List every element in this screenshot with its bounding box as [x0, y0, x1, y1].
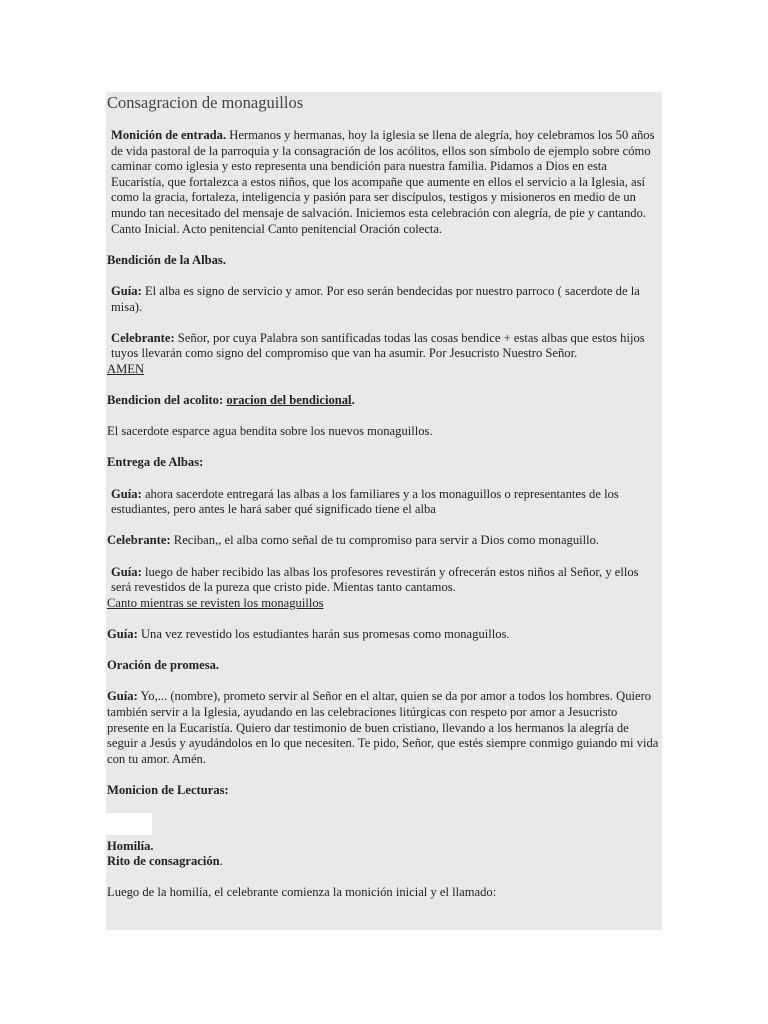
promesa-label: Oración de promesa.	[107, 658, 220, 673]
canto-link[interactable]: Canto mientras se revisten los monaguillos	[107, 595, 324, 610]
guia2-text: ahora sacerdote entregará las albas a los familiares y a los monaguillos o representantes de los estudiantes, pero antes le hará saber qué significado tiene el alba	[111, 486, 619, 517]
entrada-paragraph	[107, 128, 660, 237]
bendicion-albas-heading	[107, 253, 660, 269]
guia1-text: El alba es signo de servicio y amor. Por eso serán bendecidas por nuestro parroco ( sacerdote de la misa).	[111, 283, 640, 314]
entrada-label: Monición de entrada.	[111, 128, 227, 142]
celebrante2-label: Celebrante:	[107, 533, 171, 548]
bendicion-acolito-paragraph	[107, 393, 660, 409]
guia5-text: Yo,... (nombre), prometo servir al Señor en el altar, quien se da por amor a todos los hombres. Quiero también servir a la Iglesia, ayudando en las celebraciones litúrgicas con respeto por amor a Jesucristo presente en la Eucaristía. Quiero dar testimonio de buen cristiano, llevando a los hermanos la alegría de seguir a Jesús y ayudándolos en lo que necesiten. Te pido, Señor, que estés siempre conmigo guiando mi vida con tu amor. Amén.	[107, 689, 659, 766]
celebrante2-paragraph	[107, 533, 660, 549]
rito-end: .	[219, 854, 223, 869]
promesa-heading	[107, 658, 660, 674]
blank-image-placeholder	[106, 813, 152, 835]
amen-link[interactable]: AMEN	[107, 361, 145, 376]
guia4-paragraph	[107, 627, 660, 643]
guia1-paragraph	[107, 284, 660, 315]
document-page	[106, 92, 662, 930]
document-body	[106, 92, 662, 901]
document-title: Consagracion de monaguillos	[107, 93, 304, 112]
agua-paragraph: El sacerdote esparce agua bendita sobre los nuevos monaguillos.	[107, 424, 433, 439]
entrada-text: Hermanos y hermanas, hoy la iglesia se llena de alegría, hoy celebramos los 50 años de vida pastoral de la parroquia y la consagración de los acólitos, ellos son símbolo de ejemplo sobre cómo caminar como iglesia y esto representa una bendición para nuestra familia. Pidamos a Dios en esta Eucaristía, que fortalezca a estos niños, que los acompañe que aumente en ellos el servicio a la Iglesia, así como la gracia, fortaleza, inteligencia y pasión para ser discípulos, testigos y misioneros en medio de un mundo tan necesitado del mensaje de salvación. Iniciemos esta celebración con alegría, de pie y cantando. Canto Inicial. Acto penitencial Canto penitencial Oración colecta.	[111, 128, 655, 236]
celebrante1-label: Celebrante:	[111, 330, 175, 345]
guia5-label: Guía:	[107, 689, 138, 704]
guia1-label: Guía:	[111, 283, 142, 298]
celebrante2-text: Reciban,, el alba como señal de tu compromiso para servir a Dios como monaguillo.	[170, 533, 600, 548]
luego-paragraph: Luego de la homilía, el celebrante comienza la monición inicial y el llamado:	[107, 885, 497, 900]
rito-heading	[107, 854, 660, 870]
guia4-text: Una vez revestido los estudiantes harán sus promesas como monaguillos.	[137, 627, 510, 641]
lecturas-label: Monicion de Lecturas:	[107, 782, 229, 797]
entrega-heading	[107, 455, 660, 471]
guia3-paragraph	[107, 565, 660, 612]
bendicion-acolito-end: .	[351, 393, 355, 408]
guia2-paragraph	[107, 487, 660, 518]
celebrante1-text: Señor, por cuya Palabra son santificadas todas las cosas bendice + estas albas que estos hijos tuyos llevarán como signo del compromiso que van ha asumir. Por Jesucristo Nuestro Señor.	[111, 330, 645, 361]
oracion-bendicional-link[interactable]: oracion del bendicional	[226, 393, 352, 408]
rito-label: Rito de consagración	[107, 854, 220, 869]
celebrante1-paragraph	[107, 331, 660, 378]
lecturas-heading	[107, 783, 660, 799]
guia5-paragraph	[107, 689, 660, 767]
guia3-text: luego de haber recibido las albas los profesores revestirán y ofrecerán estos niños al Señor, y ellos será revestidos de la pureza que cristo pide. Mientas tanto cantamos.	[111, 564, 639, 595]
bendicion-albas-label: Bendición de la Albas.	[107, 252, 226, 267]
guia2-label: Guía:	[111, 486, 142, 501]
entrega-label: Entrega de Albas:	[107, 455, 204, 470]
homilia-heading	[107, 839, 660, 855]
guia4-label: Guía:	[107, 627, 138, 641]
homilia-label: Homilía.	[107, 838, 154, 853]
guia3-label: Guía:	[111, 564, 142, 579]
bendicion-acolito-label: Bendicion del acolito:	[107, 393, 224, 408]
